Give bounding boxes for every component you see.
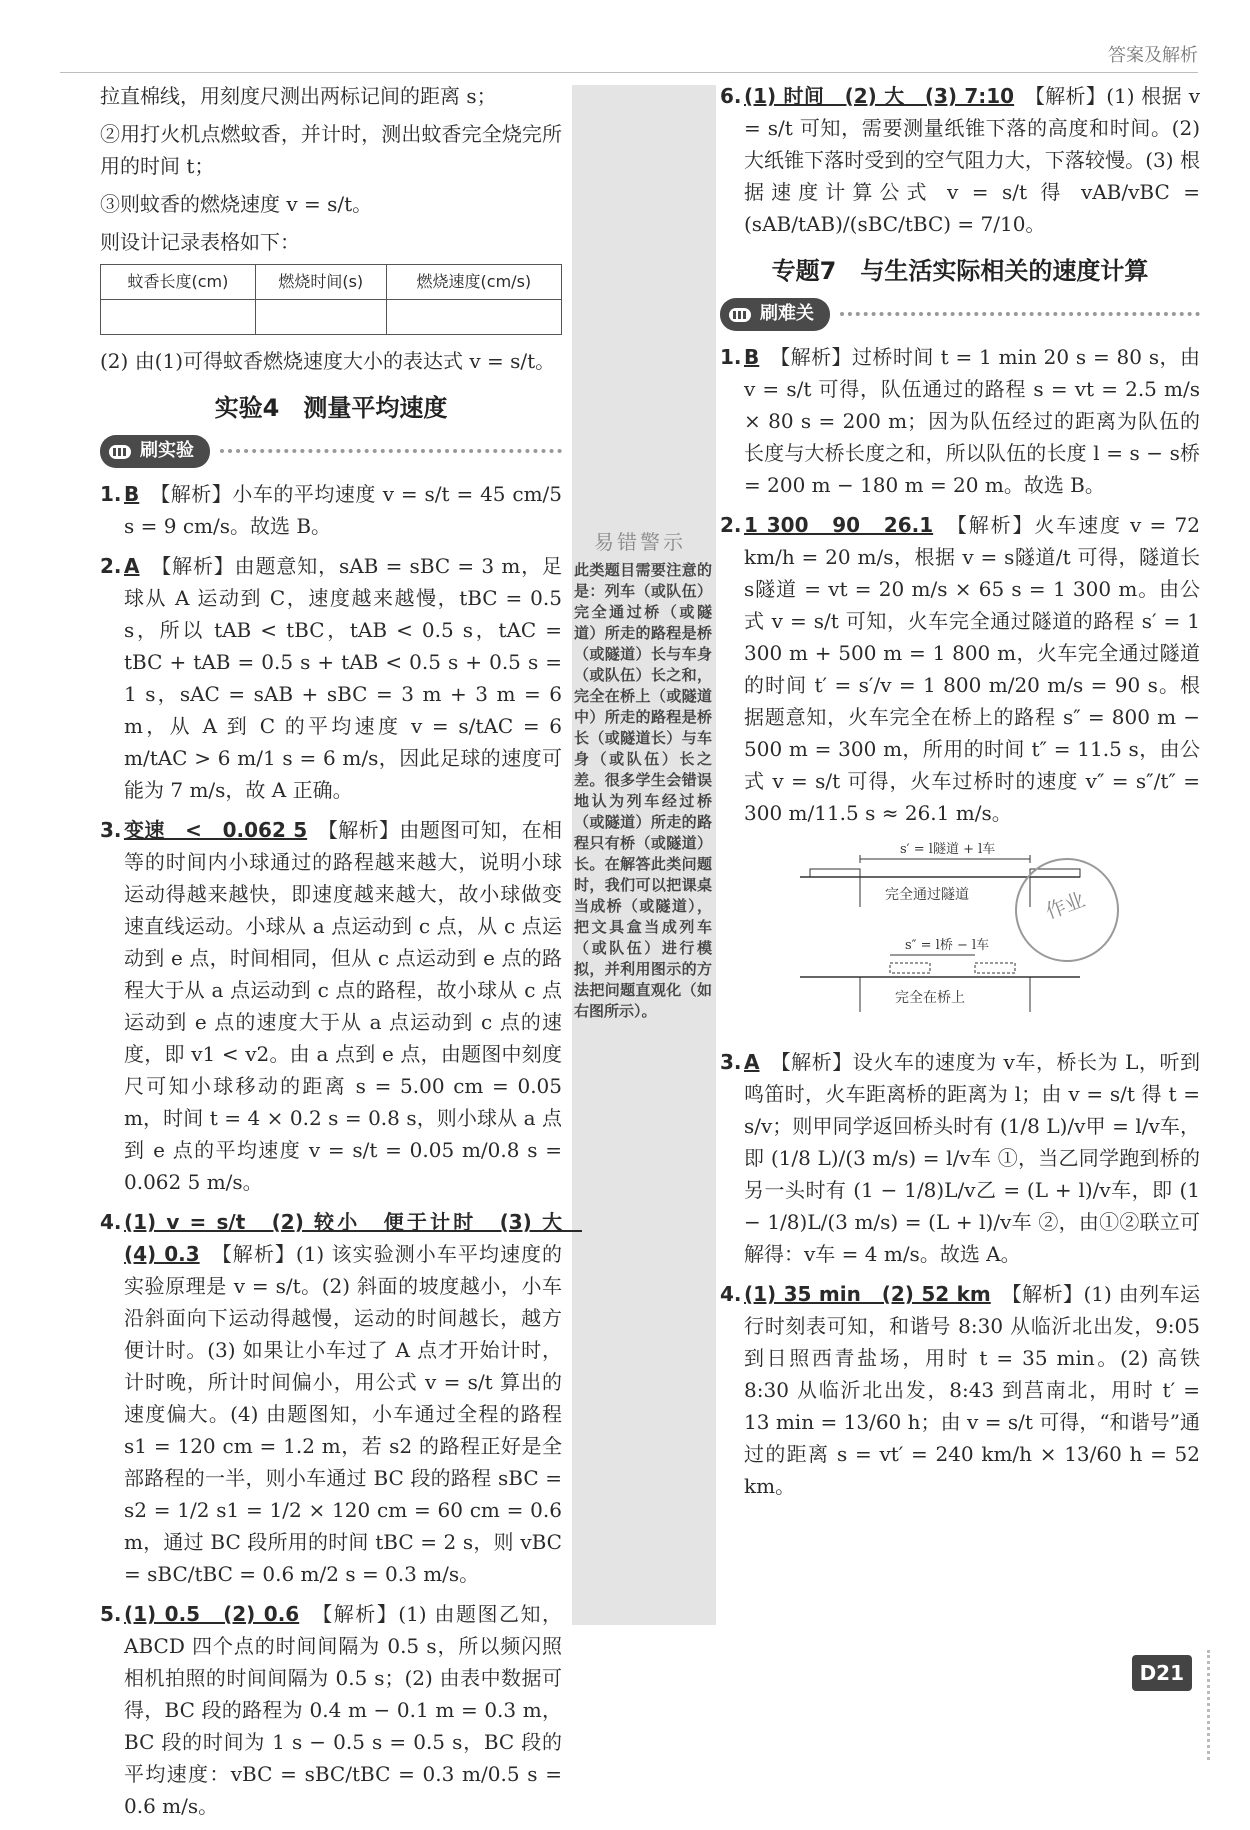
question-text: 【解析】小车的平均速度 v = s/t = 45 cm/5 s = 9 cm/s。故选 B。 [124, 482, 563, 539]
question-text: 【解析】(1) 根据 v = s/t 可知，需要测量纸锥下落的高度和时间。(2) 大纸锥下落时受到的空气阻力大，下落较慢。(3) 根据速度计算公式 v = s/t 得 vAB/vBC = (sAB/tAB)/(sBC/tBC) = 7/10。 [744, 84, 1201, 236]
header-label: 答案及解析 [1108, 45, 1198, 66]
question-item [720, 509, 1200, 829]
page-header [60, 42, 1198, 73]
question-text: 【解析】(1) 该实验测小车平均速度的实验原理是 v = s/t。(2) 斜面的坡度越小，小车沿斜面向下运动得越慢，运动的时间越长，越方便计时。(3) 如果让小车过了 A 点才开始计时，计时晚，所计时间偏小，用公式 v = s/t 算出的速度偏大。(4) 由题图知，小车通过全程的路程 s1 = 120 cm = 1.2 m，若 s2 的路程正好是全部路程的一半，则小车通过 BC 段的路程 sBC = s2 = 1/2 s1 = 1/2 × 120 cm = 60 cm = 0.6 m，通过 BC 段所用的时间 tBC = 2 s，则 vBC = sBC/tBC = 0.6 m/2 s = 0.3 m/s。 [124, 1242, 563, 1587]
question-number: 5. [100, 1602, 122, 1627]
intro-line-3: ③则蚊香的燃烧速度 v = s/t。 [100, 192, 373, 216]
intro-line-2: ②用打火机点燃蚊香，并计时，测出蚊香完全烧完所用的时间 t； [100, 122, 562, 178]
question-answer: (1) 35 min (2) 52 km [744, 1282, 991, 1307]
question-answer: B [744, 345, 760, 370]
question-text: 【解析】设火车的速度为 v车，桥长为 L，听到鸣笛时，火车距离桥的距离为 l；由 v = s/t 得 t = s/v；则甲同学返回桥头时有 (1/8 L)/v甲 = l/v车，即 (1/8 L)/(3 m/s) = l/v车 ①，当乙同学跑到桥的另一头时有 (1 − 1/8)L/v乙 = (L + l)/v车，即 (1 − 1/8)L/(3 m/s) = (L + l)/v车 ②，由①②联立可解得：v车 = 4 m/s。故选 A。 [744, 1050, 1201, 1267]
question-answer: (1) 时间 (2) 大 (3) 7:10 [744, 84, 1015, 108]
question-text: 【解析】由题图可知，在相等的时间内小球通过的路程越来越大，说明小球运动得越来越快，即速度越来越大，故小球做变速直线运动。小球从 a 点运动到 c 点，从 c 点运动到 e 点，时间相同，但从 c 点运动到 e 点的路程大于从 a 点运动到 c 点的路程，故小球从 c 点运动到 e 点的速度大于从 a 点运动到 c 点的速度，即 v1 < v2。由 a 点到 e 点，由题图中刻度尺可知小球移动的距离 s = 5.00 cm = 0.05 m，时间 t = 4 × 0.2 s = 0.8 s，则小球从 a 点到 e 点的平均速度 v = s/t = 0.05 m/0.8 s = 0.062 5 m/s。 [124, 818, 562, 1195]
question-item [100, 550, 562, 806]
question-number: 3. [100, 818, 122, 843]
question-number: 2. [720, 513, 742, 538]
question-number: 4. [100, 1210, 122, 1235]
tunnel-bridge-diagram [790, 837, 1200, 1036]
brush-icon [106, 440, 134, 464]
right-column [720, 80, 1200, 1510]
after-table-text: (2) 由(1)可得蚊香燃烧速度大小的表达式 v = s/t。 [100, 349, 556, 373]
diagram-label-bottom: s″ = l桥 − l车 [905, 938, 990, 954]
question-number: 2. [100, 554, 122, 579]
badge-row [720, 298, 1200, 331]
question-answer: (1) 0.5 (2) 0.6 [124, 1602, 300, 1627]
question-answer: B [124, 482, 140, 507]
question-text: 【解析】过桥时间 t = 1 min 20 s = 80 s，由 v = s/t 可得，队伍通过的路程 s = vt = 2.5 m/s × 80 s = 200 m；因为队伍经过的距离为队伍的长度与大桥长度之和，所以队伍的长度 l = s − s桥 = 200 m − 180 m = 20 m。故选 B。 [744, 345, 1200, 498]
intro-line-4: 则设计记录表格如下： [100, 230, 300, 254]
section-title-topic: 专题7 与生活实际相关的速度计算 [771, 257, 1149, 285]
question-item [100, 814, 562, 1198]
tip-text: 此类题目需要注意的是：列车（或队伍）完全通过桥（或隧道）所走的路程是桥（或隧道）长与车身（或队伍）长之和，完全在桥上（或隧道中）所走的路程是桥长（或隧道长）与车身（或队伍）长之差。很多学生会错误地认为列车经过桥（或隧道）所走的路程只有桥（或隧道）长。在解答此类问题时，我们可以把课桌当成桥（或隧道），把文具盒当成列车（或队伍）进行模拟，并利用图示的方法把问题直观化（如右图所示）。 [574, 561, 712, 1020]
question-answer: (1) v = s/t (2) 较小 便于计时 (3) 大 (4) 0.3 [124, 1210, 582, 1267]
question-text: 【解析】(1) 由列车运行时刻表可知，和谐号 8:30 从临沂北出发，9:05 到日照西青盐场，用时 t = 35 min。(2) 高铁 8:30 从临沂北出发，8:43 到莒南北，用时 t′ = 13 min = 13/60 h；由 v = s/t 可得，“和谐号”通过的距离 s = vt′ = 240 km/h × 13/60 h = 52 km。 [744, 1282, 1201, 1499]
diagram-label-top: s′ = l隧道 + l车 [900, 842, 996, 858]
question-answer: A [744, 1050, 760, 1075]
question-answer: 变速 < 0.062 5 [124, 818, 308, 843]
table-header-speed: 燃烧速度(cm/s) [386, 265, 561, 300]
table-header-time: 燃烧时间(s) [255, 265, 386, 300]
question-number: 3. [720, 1050, 742, 1075]
question-number: 6. [720, 84, 742, 108]
brush-icon [726, 303, 754, 327]
question-item [100, 1598, 562, 1822]
table-cell [101, 300, 256, 335]
record-table [100, 264, 562, 335]
question-number: 1. [720, 345, 742, 370]
badge-row [100, 435, 562, 468]
question-text: 【解析】(1) 由题图乙知，ABCD 四个点的时间间隔为 0.5 s，所以频闪照相机拍照的时间间隔为 0.5 s；(2) 由表中数据可得，BC 段的路程为 0.4 m − 0.1 m = 0.3 m，BC 段的时间为 1 s − 0.5 s = 0.5 s，BC 段的平均速度：vBC = sBC/tBC = 0.3 m/0.5 s = 0.6 m/s。 [124, 1602, 562, 1819]
table-cell [255, 300, 386, 335]
dotted-divider [840, 312, 1200, 318]
intro-line-1: 拉直棉线，用刻度尺测出两标记间的距离 s； [100, 84, 497, 108]
left-column [100, 80, 582, 1830]
question-item [100, 478, 562, 542]
tip-box [574, 528, 712, 1022]
question-number: 4. [720, 1282, 742, 1307]
page-number: D21 [1132, 1655, 1192, 1691]
question-item [720, 341, 1200, 501]
badge-label: 刷难关 [760, 303, 814, 325]
section-title-experiment: 实验4 测量平均速度 [214, 394, 448, 422]
question-item [720, 1278, 1200, 1502]
badge-difficult [720, 298, 830, 331]
question-item [100, 1206, 582, 1590]
question-answer: 1 300 90 26.1 [744, 513, 934, 538]
badge-label: 刷实验 [140, 440, 194, 462]
table-cell [386, 300, 561, 335]
diagram-caption-top: 完全通过隧道 [885, 887, 969, 904]
question-text: 【解析】由题意知，sAB = sBC = 3 m，足球从 A 运动到 C，速度越来越慢，tBC = 0.5 s，所以 tAB < tBC，tAB < 0.5 s，tAC = tBC + tAB = 0.5 s + tAB < 0.5 s + 0.5 s = 1 s，sAC = sAB + sBC = 3 m + 3 m = 6 m，从 A 到 C 的平均速度 v = s/tAC = 6 m/tAC > 6 m/1 s = 6 m/s，因此足球的速度可能为 7 m/s，故 A 正确。 [124, 554, 563, 803]
question-text: 【解析】火车速度 v = 72 km/h = 20 m/s，根据 v = s隧道/t 可得，隧道长 s隧道 = vt = 20 m/s × 65 s = 1 300 m。由公式 v = s/t 可知，火车完全通过隧道的路程 s′ = 1 300 m + 500 m = 1 800 m，火车完全通过隧道的时间 t′ = s′/v = 1 800 m/20 m/s = 90 s。根据题意知，火车完全在桥上的路程 s″ = 800 m − 500 m = 300 m，所用的时间 t″ = 11.5 s，由公式 v = s/t 可得，火车过桥时的速度 v″ = s″/t″ = 300 m/11.5 s ≈ 26.1 m/s。 [744, 513, 1200, 826]
table-header-length: 蚊香长度(cm) [101, 265, 256, 300]
badge-experiment [100, 435, 210, 468]
question-item [720, 80, 1200, 240]
diagram-caption-bottom: 完全在桥上 [895, 990, 965, 1007]
question-number: 1. [100, 482, 122, 507]
question-item [720, 1046, 1200, 1270]
dotted-divider [220, 449, 562, 455]
tip-title: 易错警示 [594, 530, 686, 554]
question-answer: A [124, 554, 140, 579]
homework-stamp: 作业 [1000, 843, 1133, 976]
